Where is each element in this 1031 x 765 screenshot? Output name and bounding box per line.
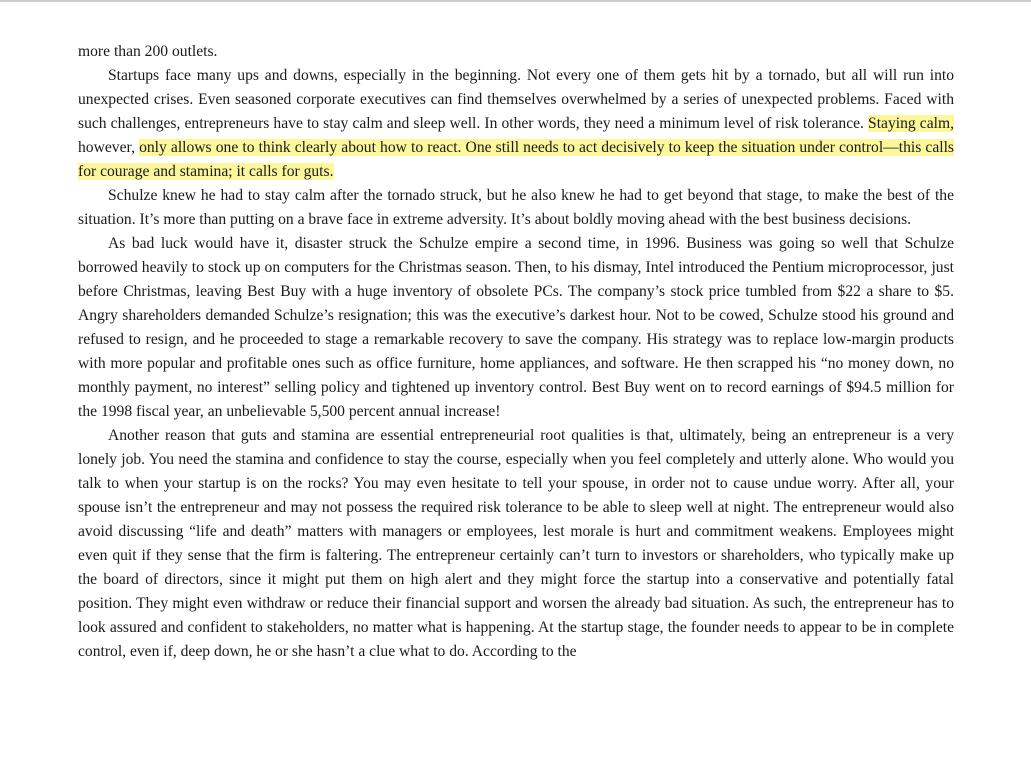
paragraph-1 bbox=[78, 64, 954, 184]
text-segment: more than 200 outlets. bbox=[78, 43, 218, 60]
paragraph-4 bbox=[78, 424, 954, 664]
text-segment: Startups face many ups and downs, especially in the beginning. Not every one of them gets hit by a tornado, but all will run into unexpected crises. Even seasoned corporate executives can find themselves overwhelmed by a series of unexpected problems. Faced with such challenges, entrepreneurs have to stay calm and sleep well. In other words, they need a minimum level of risk tolerance. bbox=[78, 67, 954, 132]
paragraph-0 bbox=[78, 40, 954, 64]
paragraph-3 bbox=[78, 232, 954, 424]
highlighted-text[interactable]: Staying calm, bbox=[868, 115, 954, 132]
page-top-edge bbox=[0, 0, 1031, 2]
text-segment: Schulze knew he had to stay calm after the tornado struck, but he also knew he had to get beyond that stage, to make the best of the situation. It’s more than putting on a brave face in extreme adversity. It’s about boldly moving ahead with the best business decisions. bbox=[78, 187, 954, 228]
highlighted-text[interactable]: only allows one to think clearly about how to react. One still needs to act decisively to keep the situation under control—this calls for courage and stamina; it calls for guts. bbox=[78, 139, 954, 180]
text-segment: As bad luck would have it, disaster struck the Schulze empire a second time, in 1996. Business was going so well that Schulze borrowed heavily to stock up on computers for the Christmas season. Then, to his dismay, Intel introduced the Pentium microprocessor, just before Christmas, leaving Best Buy with a huge inventory of obsolete PCs. The company’s stock price tumbled from $22 a share to $5. Angry shareholders demanded Schulze’s resignation; this was the executive’s darkest hour. Not to be cowed, Schulze stood his ground and refused to resign, and he proceeded to stage a remarkable recovery to save the company. His strategy was to replace low-margin products with more popular and profitable ones such as office furniture, home appliances, and software. He then scrapped his “no money down, no monthly payment, no interest” selling policy and tightened up inventory control. Best Buy went on to record earnings of $94.5 million for the 1998 fiscal year, an unbelievable 5,500 percent annual increase! bbox=[78, 235, 954, 420]
paragraph-2 bbox=[78, 184, 954, 232]
document-page bbox=[78, 40, 954, 664]
text-segment: Another reason that guts and stamina are essential entrepreneurial root qualities is that, ultimately, being an entrepreneur is a very lonely job. You need the stamina and confidence to stay the course, especially when you feel completely and utterly alone. Who would you talk to when your startup is on the rocks? You may even hesitate to tell your spouse, in order not to cause undue worry. After all, your spouse isn’t the entrepreneur and may not possess the required risk tolerance to be able to sleep well at night. The entrepreneur would also avoid discussing “life and death” matters with managers or employees, lest morale is hurt and commitment weakens. Employees might even quit if they sense that the firm is faltering. The entrepreneur certainly can’t turn to investors or shareholders, who typically make up the board of directors, since it might put them on high alert and they might force the startup into a conservative and potentially fatal position. They might even withdraw or reduce their financial support and worsen the already bad situation. As such, the entrepreneur has to look assured and confident to stakeholders, no matter what is happening. At the startup stage, the founder needs to appear to be in complete control, even if, deep down, he or she hasn’t a clue what to do. According to the bbox=[78, 427, 954, 660]
text-segment: however, bbox=[78, 139, 140, 156]
